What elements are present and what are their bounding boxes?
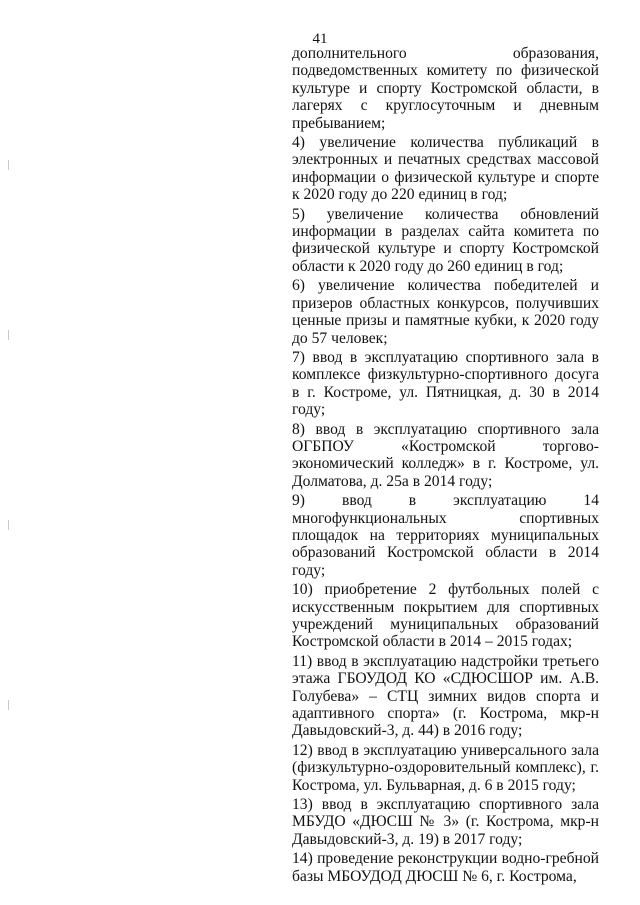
paragraph-item-7: 7) ввод в эксплуатацию спортивного зала в комплексе физкультурно-спортивного досуга в г. Костроме, ул. Пятницкая, д. 30 в 2014 году; (292, 348, 599, 419)
paragraph-item-12: 12) ввод в эксплуатацию универсального зала (физкультурно-оздоровительный комплекс), г. Кострома, ул. Бульварная, д. 6 в 2015 году; (292, 741, 599, 794)
scan-margin-marks (8, 0, 10, 905)
paragraph-item-6: 6) увеличение количества победителей и призеров областных конкурсов, получивших ценные призы и памятные кубки, к 2020 году до 57 человек; (292, 277, 599, 347)
paragraph-item-14: 14) проведение реконструкции водно-гребной базы МБОУДОД ДЮСШ № 6, г. Кострома, (292, 850, 599, 885)
margin-mark (8, 700, 9, 710)
margin-mark (8, 520, 9, 530)
paragraph-continuation: дополнительного образования, подведомственных комитету по физической культуре и спорту Костромской области, в лагерях с круглосуточным и дневным пребыванием; (292, 45, 599, 132)
document-body (292, 45, 599, 887)
paragraph-item-11: 11) ввод в эксплуатацию надстройки третьего этажа ГБОУДОД КО «СДЮСШОР им. А.В. Голубева» – СТЦ зимних видов спорта и адаптивного спорта» (г. Кострома, мкр-н Давыдовский-3, д. 44) в 2016 году; (292, 652, 599, 740)
paragraph-item-5: 5) увеличение количества обновлений информации в разделах сайта комитета по физической культуре и спорту Костромской области к 2020 году до 260 единиц в год; (292, 205, 599, 275)
margin-mark (8, 330, 9, 340)
paragraph-item-10: 10) приобретение 2 футбольных полей с искусственным покрытием для спортивных учреждений муниципальных образований Костромской области в 2014 – 2015 годах; (292, 581, 599, 651)
margin-mark (8, 160, 9, 170)
paragraph-item-8: 8) ввод в эксплуатацию спортивного зала ОГБПОУ «Костромской торгово-экономический колледж» в г. Костроме, ул. Долматова, д. 25а в 2014 году; (292, 420, 599, 490)
paragraph-item-9: 9) ввод в эксплуатацию 14 многофункциональных спортивных площадок на территориях муниципальных образований Костромской области в 2014 году; (292, 492, 599, 579)
page-number: 41 (312, 31, 328, 47)
paragraph-item-4: 4) увеличение количества публикаций в электронных и печатных средствах массовой информации о физической культуре и спорте к 2020 году до 220 единиц в год; (292, 134, 599, 204)
paragraph-item-13: 13) ввод в эксплуатацию спортивного зала МБУДО «ДЮСШ № 3» (г. Кострома, мкр-н Давыдовский-3, д. 19) в 2017 году; (292, 796, 599, 848)
